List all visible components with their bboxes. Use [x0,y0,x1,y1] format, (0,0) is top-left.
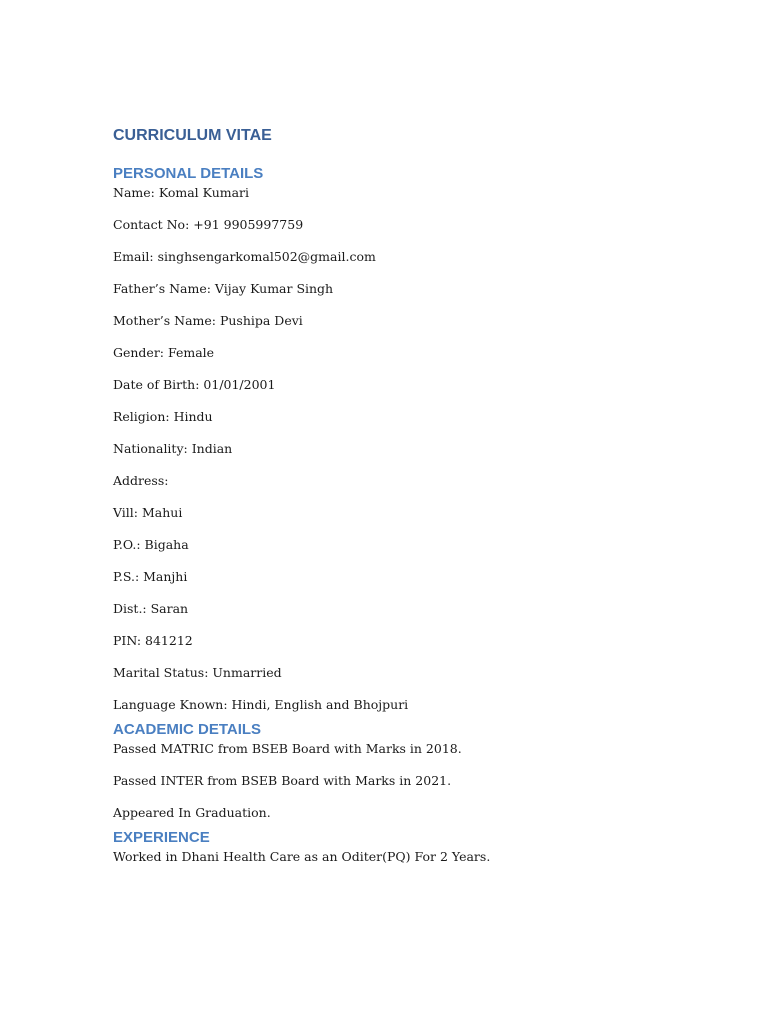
experience-line: Worked in Dhani Health Care as an Oditer(PQ) For 2 Years. [113,849,491,864]
name-line: Name: Komal Kumari [113,185,250,200]
contact-line: Contact No: +91 9905997759 [113,217,304,232]
personal-details-section [113,164,713,720]
document-title: CURRICULUM VITAE [113,127,272,144]
inter-line: Passed INTER from BSEB Board with Marks in 2021. [113,773,452,788]
father-name-line: Father’s Name: Vijay Kumar Singh [113,281,334,296]
village-line: Vill: Mahui [113,505,183,520]
languages-line: Language Known: Hindi, English and Bhojpuri [113,697,409,712]
pin-line: PIN: 841212 [113,633,193,648]
email-line: Email: singhsengarkomal502@gmail.com [113,249,376,264]
religion-line: Religion: Hindu [113,409,213,424]
cv-content [113,124,713,872]
post-office-line: P.O.: Bigaha [113,537,189,552]
mother-name-line: Mother’s Name: Pushipa Devi [113,313,303,328]
title-spacer [113,148,713,164]
personal-details-heading: PERSONAL DETAILS [113,165,264,182]
graduation-line: Appeared In Graduation. [113,805,271,820]
gender-line: Gender: Female [113,345,215,360]
address-label: Address: [113,473,169,488]
police-station-line: P.S.: Manjhi [113,569,188,584]
matric-line: Passed MATRIC from BSEB Board with Marks in 2018. [113,741,462,756]
nationality-line: Nationality: Indian [113,441,233,456]
marital-status-line: Marital Status: Unmarried [113,665,282,680]
dob-line: Date of Birth: 01/01/2001 [113,377,276,392]
experience-heading: EXPERIENCE [113,829,210,846]
district-line: Dist.: Saran [113,601,189,616]
academic-details-heading: ACADEMIC DETAILS [113,721,262,738]
experience-section [113,828,713,872]
academic-details-section [113,720,713,828]
